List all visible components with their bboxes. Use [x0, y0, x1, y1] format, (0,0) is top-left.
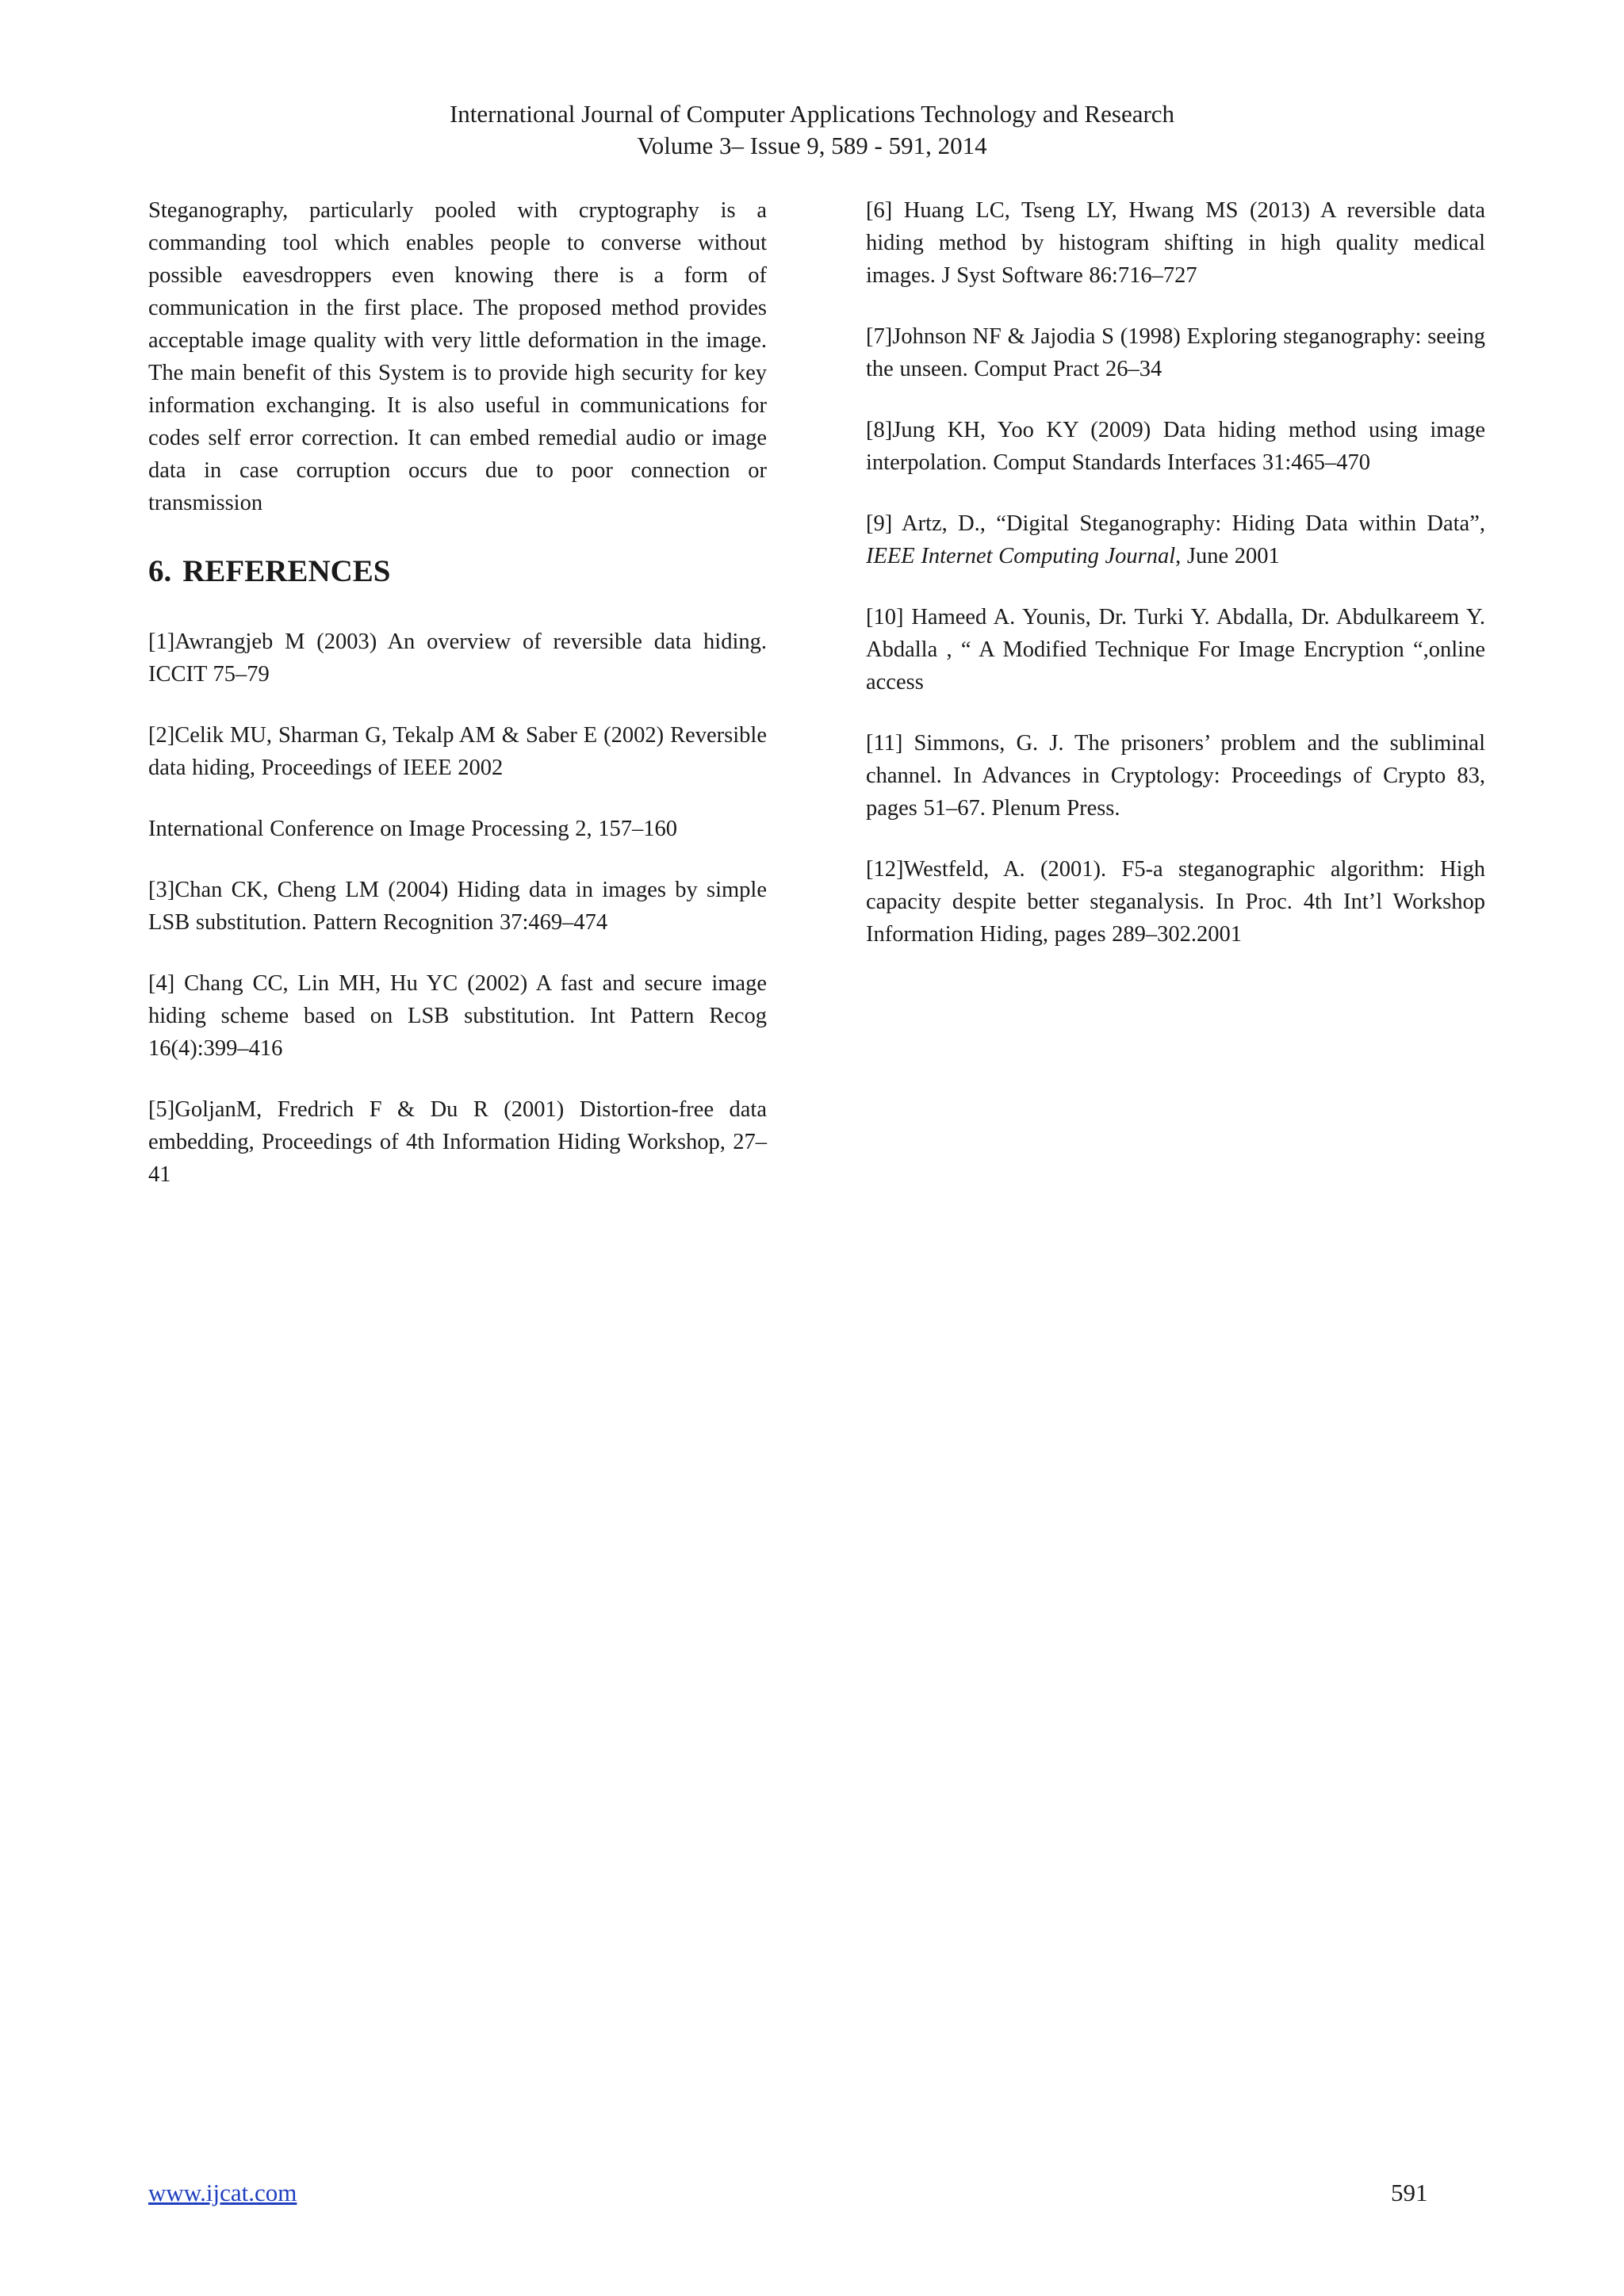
reference-9-journal: IEEE Internet Computing Journal: [866, 544, 1176, 568]
reference-4: [4] Chang CC, Lin MH, Hu YC (2002) A fast and secure image hiding scheme based on LSB substitution. Int Pattern Recog 16(4):399–416: [148, 971, 767, 1061]
reference-10: [10] Hameed A. Younis, Dr. Turki Y. Abdalla, Dr. Abdulkareem Y. Abdalla , “ A Modified Technique For Image Encryption “,online access: [866, 605, 1485, 695]
website-link[interactable]: www.ijcat.com: [148, 2179, 297, 2206]
section-number: 6.: [148, 554, 172, 588]
reference-2: [2]Celik MU, Sharman G, Tekalp AM & Saber E (2002) Reversible data hiding, Proceedings of IEEE 2002: [148, 723, 767, 780]
reference-9-start: [9] Artz, D., “Digital Steganography: Hiding Data within Data”,: [866, 511, 1485, 536]
page-number: 591: [1391, 2179, 1428, 2206]
reference-6: [6] Huang LC, Tseng LY, Hwang MS (2013) A reversible data hiding method by histogram shifting in high quality medical images. J Syst Software 86:716–727: [866, 198, 1485, 288]
reference-2-continued: International Conference on Image Processing 2, 157–160: [148, 817, 678, 841]
reference-1: [1]Awrangjeb M (2003) An overview of reversible data hiding. ICCIT 75–79: [148, 629, 767, 687]
section-title: REFERENCES: [182, 554, 391, 588]
reference-9-end: , June 2001: [1175, 544, 1280, 568]
reference-11: [11] Simmons, G. J. The prisoners’ problem and the subliminal channel. In Advances in Cryptology: Proceedings of Crypto 83, pages 51–67. Plenum Press.: [866, 731, 1485, 821]
conclusion-paragraph: Steganography, particularly pooled with cryptography is a commanding tool which enables people to converse without possible eavesdroppers even knowing there is a form of communication in the first place. The proposed method provides acceptable image quality with very little deformation in the image. The main benefit of this System is to provide high security for key information exchanging. It is also useful in communications for codes self error correction. It can embed remedial audio or image data in case corruption occurs due to poor connection or transmission: [148, 198, 767, 515]
volume-info: Volume 3– Issue 9, 589 - 591, 2014: [637, 132, 987, 159]
reference-5: [5]GoljanM, Fredrich F & Du R (2001) Distortion-free data embedding, Proceedings of 4th Information Hiding Workshop, 27–41: [148, 1097, 767, 1187]
right-column: [866, 194, 1485, 979]
page-header: [0, 98, 1624, 162]
reference-8: [8]Jung KH, Yoo KY (2009) Data hiding method using image interpolation. Comput Standards Interfaces 31:465–470: [866, 418, 1485, 475]
reference-9: [866, 507, 1485, 572]
reference-7: [7]Johnson NF & Jajodia S (1998) Exploring steganography: seeing the unseen. Comput Pract 26–34: [866, 324, 1485, 381]
reference-3: [3]Chan CK, Cheng LM (2004) Hiding data in images by simple LSB substitution. Pattern Recognition 37:469–474: [148, 878, 767, 935]
references-heading: [148, 553, 767, 591]
journal-title: International Journal of Computer Applications Technology and Research: [449, 100, 1175, 128]
left-column: [148, 194, 767, 1219]
reference-12: [12]Westfeld, A. (2001). F5-a steganographic algorithm: High capacity despite better steganalysis. In Proc. 4th Int’l Workshop Information Hiding, pages 289–302.2001: [866, 857, 1485, 947]
